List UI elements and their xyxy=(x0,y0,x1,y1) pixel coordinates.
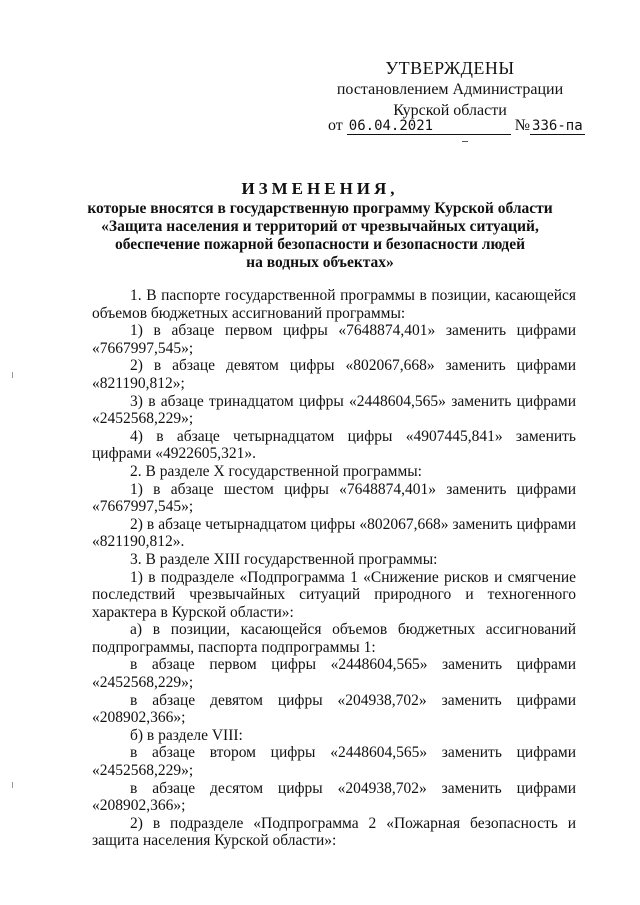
paragraph: 2) в абзаце девятом цифры «802067,668» заменить цифрами «821190,812»; xyxy=(92,357,576,392)
paragraph: б) в разделе VIII: xyxy=(130,726,243,744)
approval-line-2: Курской области xyxy=(393,102,507,119)
paragraph: 1) в абзаце шестом цифры «7648874,401» заменить цифрами «7667997,545»; xyxy=(92,480,576,516)
paragraph: 2) в абзаце четырнадцатом цифры «802067,668» заменить цифрами «821190,812». xyxy=(92,515,576,551)
number-label: № xyxy=(514,117,531,134)
heading-line-3: обеспечение пожарной безопасности и безопасности людей xyxy=(114,236,526,253)
paragraph: 3. В разделе XIII государственной программы: xyxy=(130,550,438,568)
approval-date: 06.04.2021 xyxy=(347,118,511,135)
approval-number: 336-па xyxy=(532,118,583,134)
heading-line-4: на водных объектах» xyxy=(246,254,394,271)
paragraph: 1. В паспорте государственной программы в позиции, касающейся объемов бюджетных ассигнований программы: xyxy=(92,287,576,322)
paragraph: а) в позиции, касающейся объемов бюджетных ассигнований подпрограммы, паспорта подпрограммы 1: xyxy=(92,621,576,656)
scan-mark xyxy=(462,141,468,142)
approval-title: УТВЕРЖДЕНЫ xyxy=(385,58,515,78)
paragraph: 2) в подразделе «Подпрограмма 2 «Пожарная безопасность и защита населения Курской области»: xyxy=(92,814,576,850)
scan-margin-mark xyxy=(12,372,13,378)
heading-line-1: которые вносятся в государственную программу Курской области xyxy=(87,200,553,217)
heading-title: ИЗМЕНЕНИЯ, xyxy=(241,179,399,198)
document-body xyxy=(92,287,576,850)
document-heading xyxy=(60,180,580,272)
paragraph: в абзаце десятом цифры «204938,702» заменить цифрами «208902,366»; xyxy=(92,779,576,815)
heading-line-2: «Защита населения и территорий от чрезвычайных ситуаций, xyxy=(101,218,539,235)
from-label: от xyxy=(328,117,343,134)
paragraph: 1) в абзаце первом цифры «7648874,401» заменить цифрами «7667997,545»; xyxy=(92,322,576,357)
paragraph: 4) в абзаце четырнадцатом цифры «4907445,841» заменить цифрами «4922605,321». xyxy=(92,427,576,463)
approval-stamp xyxy=(300,58,600,121)
approval-line-1: постановлением Администрации xyxy=(336,81,564,98)
paragraph: в абзаце втором цифры «2448604,565» заменить цифрами «2452568,229»; xyxy=(92,744,576,780)
approval-date-line xyxy=(328,117,585,135)
paragraph: 1) в подразделе «Подпрограмма 1 «Снижение рисков и смягчение последствий чрезвычайных ситуаций природного и техногенного характера в Курской области»: xyxy=(92,568,576,621)
paragraph: 2. В разделе X государственной программы: xyxy=(130,462,422,480)
paragraph: 3) в абзаце тринадцатом цифры «2448604,565» заменить цифрами «2452568,229»; xyxy=(92,392,576,428)
paragraph: в абзаце девятом цифры «204938,702» заменить цифрами «208902,366»; xyxy=(92,691,576,727)
scan-margin-mark xyxy=(12,782,13,788)
paragraph: в абзаце первом цифры «2448604,565» заменить цифрами «2452568,229»; xyxy=(92,656,576,692)
